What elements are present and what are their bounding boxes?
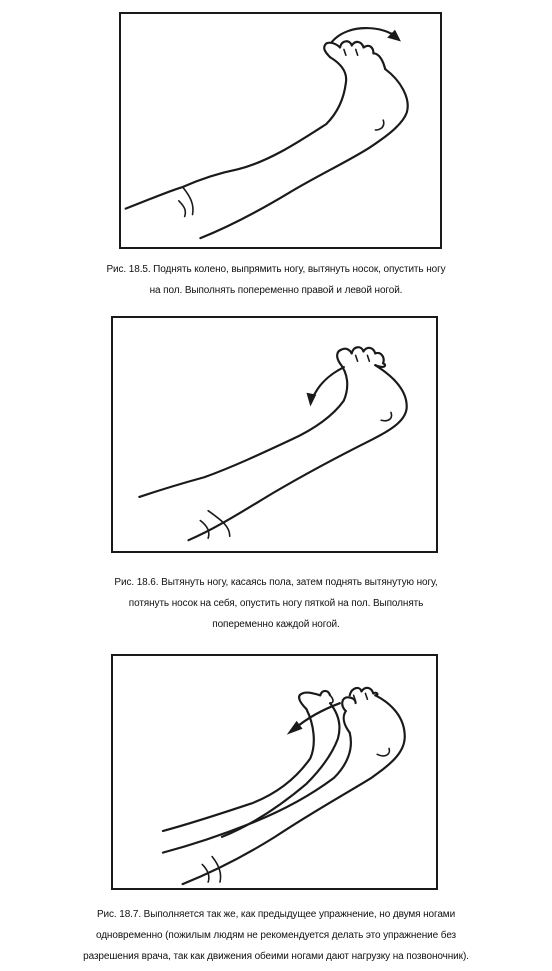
caption-line: Рис. 18.7. Выполняется так же, как предыдущее упражнение, но двумя ногами [96,909,456,920]
caption-line: на пол. Выполнять попеременно правой и левой ногой. [149,285,403,296]
figure-18-6-caption [0,572,552,635]
caption-line: одновременно (пожилым людям не рекомендуется делать это упражнение без [95,930,457,941]
caption-line: потянуть носок на себя, опустить ногу пяткой на пол. Выполнять [128,598,424,609]
caption-line: разрешения врача, так как движения обеими ногами дают нагрузку на позвоночник). [83,951,469,962]
figure-18-7-illustration [111,654,438,890]
caption-line: Рис. 18.5. Поднять колено, выпрямить ногу, вытянуть носок, опустить ногу [106,264,446,275]
both-legs-raised-drawing [113,656,436,888]
figure-18-5-caption [0,259,552,301]
figure-18-5-illustration [119,12,442,249]
caption-line: попеременно каждой ногой. [212,619,340,630]
leg-raised-toe-pointed-drawing [121,14,440,247]
figure-18-6-illustration [111,316,438,553]
figure-18-7-caption [0,904,552,967]
caption-line: Рис. 18.6. Вытянуть ногу, касаясь пола, затем поднять вытянутую ногу, [114,577,438,588]
leg-raised-toe-flexed-drawing [113,318,436,551]
